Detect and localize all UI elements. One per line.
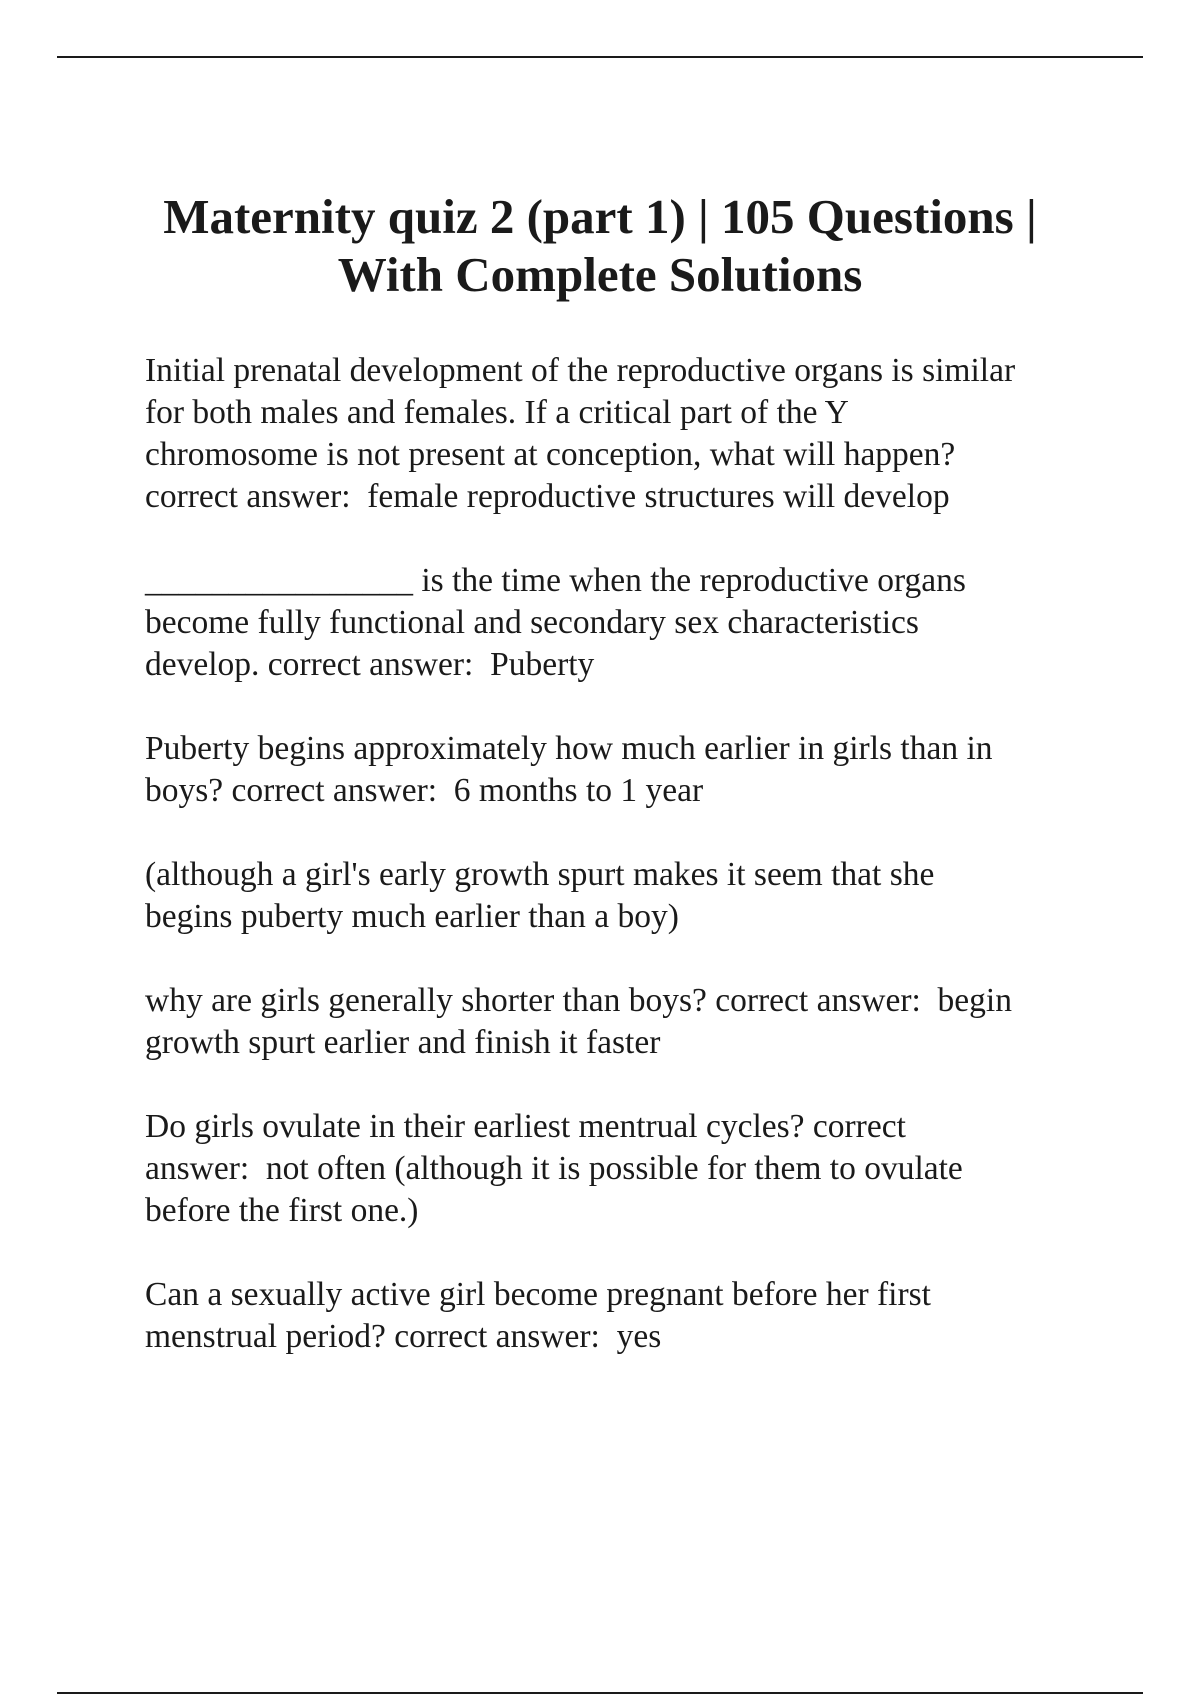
qa-item-4: why are girls generally shorter than boys? correct answer: begin growth spurt earlier and finish it faster <box>145 982 1012 1061</box>
document-title <box>100 188 1100 304</box>
title-line-2: With Complete Solutions <box>337 247 863 302</box>
qa-item-5: Do girls ovulate in their earliest mentrual cycles? correct answer: not often (although it is possible for them to ovulate before the first one.) <box>145 1108 963 1229</box>
qa-item-3: Puberty begins approximately how much earlier in girls than in boys? correct answer: 6 months to 1 year <box>145 730 993 809</box>
qa-item-1: Initial prenatal development of the reproductive organs is similar for both males and females. If a critical part of the Y chromosome is not present at conception, what will happen? correct answer: female reproductive structures will develop <box>145 352 1016 515</box>
title-line-1: Maternity quiz 2 (part 1) | 105 Questions | <box>163 189 1037 244</box>
qa-item-2: ________________ is the time when the reproductive organs become fully functional and secondary sex characteristics develop. correct answer: Puberty <box>145 562 966 683</box>
qa-item-3-note: (although a girl's early growth spurt makes it seem that she begins puberty much earlier than a boy) <box>145 856 935 935</box>
qa-item-6: Can a sexually active girl become pregnant before her first menstrual period? correct answer: yes <box>145 1276 931 1355</box>
footer-rule <box>57 1692 1143 1694</box>
qa-list <box>145 350 1105 1400</box>
header-rule <box>57 56 1143 58</box>
